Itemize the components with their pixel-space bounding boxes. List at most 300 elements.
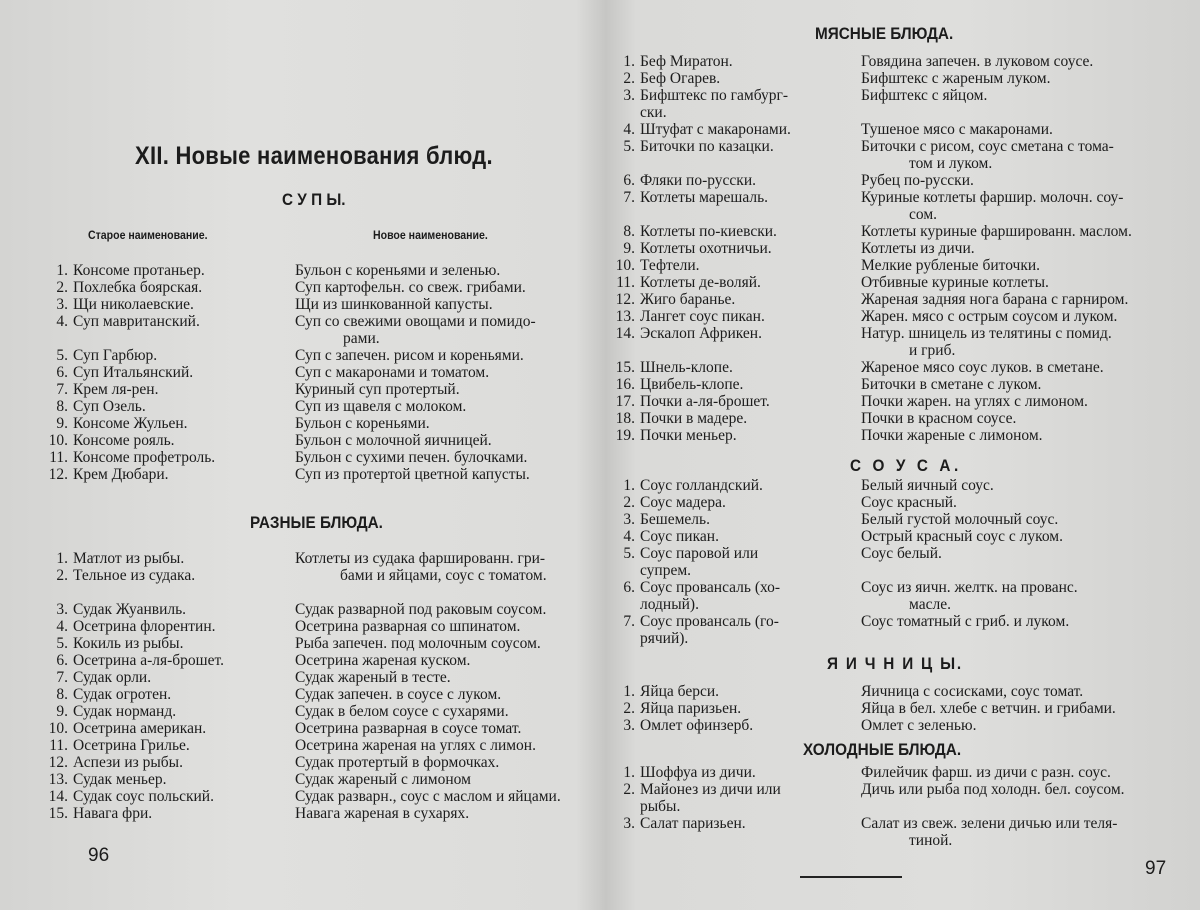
new-name bbox=[295, 703, 509, 720]
old-name-continuation: рячий). bbox=[640, 630, 689, 647]
old-name-continuation: лодный). bbox=[640, 596, 699, 613]
new-name bbox=[295, 415, 430, 432]
new-name-text: Суп с макаронами и томатом. bbox=[295, 364, 490, 381]
old-name-text: Соус паровой или bbox=[640, 545, 759, 562]
old-name-text: Судак меньер. bbox=[73, 771, 167, 788]
item-number: 12. bbox=[48, 466, 68, 483]
new-name-text: Суп из щавеля с молоком. bbox=[295, 398, 467, 415]
new-name bbox=[861, 189, 1123, 223]
new-name bbox=[861, 291, 1128, 308]
new-name bbox=[861, 579, 1078, 613]
old-name bbox=[615, 223, 777, 240]
old-name-text: Щи николаевские. bbox=[73, 296, 194, 313]
old-name-text: Суп Озель. bbox=[73, 398, 146, 415]
item-number: 14. bbox=[615, 325, 635, 342]
old-name-text: Лангет соус пикан. bbox=[640, 308, 765, 325]
old-name bbox=[615, 427, 737, 444]
old-name bbox=[48, 347, 157, 364]
old-name bbox=[48, 635, 183, 652]
new-name bbox=[295, 788, 561, 805]
item-number: 15. bbox=[615, 359, 635, 376]
old-name-text: Биточки по казацки. bbox=[640, 138, 774, 155]
old-name bbox=[615, 511, 710, 528]
new-name-text: Бифштекс с жареным луком. bbox=[861, 70, 1051, 87]
item-number: 9. bbox=[56, 415, 68, 432]
new-name-text: Почки жареные с лимоном. bbox=[861, 427, 1043, 444]
new-name-text: Белый яичный соус. bbox=[861, 477, 994, 494]
new-name-text: Натур. шницель из телятины с помид. bbox=[861, 325, 1112, 342]
item-number: 2. bbox=[623, 494, 635, 511]
new-name bbox=[861, 427, 1043, 444]
new-name-text: Белый густой молочный соус. bbox=[861, 511, 1059, 528]
new-name-text: Говядина запечен. в луковом соусе. bbox=[861, 53, 1094, 70]
new-name-text: Жарен. мясо с острым соусом и луком. bbox=[861, 308, 1118, 325]
item-number: 8. bbox=[56, 398, 68, 415]
item-number: 14. bbox=[48, 788, 68, 805]
old-name-text: Бешемель. bbox=[640, 511, 710, 528]
old-name bbox=[615, 579, 780, 613]
item-number: 5. bbox=[623, 138, 635, 155]
new-name-text: Навага жареная в сухарях. bbox=[295, 805, 470, 822]
new-name-text: Бульон с сухими печен. булочками. bbox=[295, 449, 528, 466]
old-name bbox=[615, 53, 733, 70]
old-name bbox=[48, 364, 193, 381]
new-name bbox=[340, 567, 547, 584]
old-name bbox=[615, 274, 761, 291]
item-number: 1. bbox=[56, 550, 68, 567]
old-name-text: Суп мавританский. bbox=[73, 313, 200, 330]
old-name-text: Судак норманд. bbox=[73, 703, 177, 720]
item-number: 3. bbox=[623, 511, 635, 528]
new-name-text: Соус красный. bbox=[861, 494, 957, 511]
new-name-text: Бульон с молочной яичницей. bbox=[295, 432, 492, 449]
item-number: 6. bbox=[623, 172, 635, 189]
old-name-text: Цвибель-клопе. bbox=[640, 376, 744, 393]
old-name-text: Осетрина а-ля-брошет. bbox=[73, 652, 224, 669]
section-title-soups: С У П Ы. bbox=[282, 190, 346, 209]
old-name-text: Штуфат с макаронами. bbox=[640, 121, 791, 138]
old-name bbox=[615, 359, 733, 376]
old-name bbox=[48, 737, 190, 754]
old-name bbox=[615, 291, 735, 308]
new-name-text: Судак протертый в формочках. bbox=[295, 754, 500, 771]
old-name-text: Яйца берси. bbox=[640, 683, 720, 700]
new-name-text: бами и яйцами, соус с томатом. bbox=[340, 567, 547, 584]
new-name bbox=[295, 296, 493, 313]
new-name-text: Куриные котлеты фаршир. молочн. соу- bbox=[861, 189, 1124, 206]
old-name-text: Котлеты охотничьи. bbox=[640, 240, 772, 257]
new-name-text: Яйца в бел. хлебе с ветчин. и грибами. bbox=[861, 700, 1116, 717]
new-name bbox=[295, 364, 489, 381]
new-name bbox=[861, 393, 1088, 410]
new-name bbox=[861, 138, 1114, 172]
old-name-text: Соус провансаль (хо- bbox=[640, 579, 781, 596]
new-name-text: Осетрина жареная на углях с лимон. bbox=[295, 737, 536, 754]
item-number: 16. bbox=[615, 376, 635, 393]
item-number: 3. bbox=[623, 815, 635, 832]
old-name-text: Крем Дюбари. bbox=[73, 466, 169, 483]
new-name bbox=[861, 410, 1016, 427]
column-header-old: Старое наименование. bbox=[88, 228, 208, 242]
new-name-text: Куриный суп протертый. bbox=[295, 381, 460, 398]
new-name bbox=[861, 308, 1117, 325]
item-number: 11. bbox=[616, 274, 635, 291]
old-name bbox=[615, 815, 746, 832]
old-name-text: Осетрина американ. bbox=[73, 720, 207, 737]
old-name bbox=[48, 466, 169, 483]
new-name-text: Котлеты из судака фаршированн. гри- bbox=[295, 550, 546, 567]
old-name-text: Судак огротен. bbox=[73, 686, 172, 703]
new-name-text: Рыба запечен. под молочным соусом. bbox=[295, 635, 541, 652]
new-name bbox=[295, 432, 492, 449]
old-name-text: Кокиль из рыбы. bbox=[73, 635, 184, 652]
item-number: 12. bbox=[48, 754, 68, 771]
new-name bbox=[861, 494, 957, 511]
new-name bbox=[295, 398, 466, 415]
item-number: 8. bbox=[56, 686, 68, 703]
new-name bbox=[861, 325, 1112, 359]
old-name bbox=[615, 325, 762, 342]
old-name bbox=[48, 415, 188, 432]
old-name bbox=[48, 262, 205, 279]
new-name bbox=[861, 764, 1111, 781]
item-number: 2. bbox=[623, 781, 635, 798]
item-number: 4. bbox=[623, 528, 635, 545]
item-number: 7. bbox=[623, 613, 635, 630]
item-number: 8. bbox=[623, 223, 635, 240]
item-number: 12. bbox=[615, 291, 635, 308]
new-name-text: Биточки в сметане с луком. bbox=[861, 376, 1042, 393]
item-number: 1. bbox=[623, 477, 635, 494]
new-name bbox=[295, 771, 471, 788]
old-name bbox=[615, 613, 779, 647]
new-name-text: Дичь или рыба под холодн. бел. соусом. bbox=[861, 781, 1125, 798]
new-name-text: Котлеты из дичи. bbox=[861, 240, 975, 257]
new-name-text: Осетрина жареная куском. bbox=[295, 652, 471, 669]
old-name-text: Крем ля-рен. bbox=[73, 381, 159, 398]
item-number: 1. bbox=[623, 53, 635, 70]
old-name bbox=[615, 700, 741, 717]
old-name bbox=[615, 240, 772, 257]
page-number-right: 97 bbox=[1145, 858, 1167, 879]
section-title-cold: ХОЛОДНЫЕ БЛЮДА. bbox=[803, 740, 962, 759]
new-name bbox=[861, 223, 1132, 240]
new-name-text: Щи из шинкованной капусты. bbox=[295, 296, 493, 313]
new-name-text: Соус томатный с гриб. и луком. bbox=[861, 613, 1070, 630]
new-name bbox=[861, 528, 1063, 545]
new-name bbox=[861, 121, 1053, 138]
item-number: 2. bbox=[56, 279, 68, 296]
old-name-text: Тельное из судака. bbox=[73, 567, 196, 584]
new-name bbox=[861, 781, 1125, 798]
old-name bbox=[615, 781, 781, 815]
old-name-text: Жиго баранье. bbox=[640, 291, 736, 308]
new-name bbox=[861, 613, 1069, 630]
new-name-text: Суп с запечен. рисом и кореньями. bbox=[295, 347, 524, 364]
new-name-text: Жареная задняя нога барана с гарниром. bbox=[861, 291, 1129, 308]
new-name-text: Тушеное мясо с макаронами. bbox=[861, 121, 1053, 138]
new-name-continuation: масле. bbox=[909, 596, 951, 613]
section-title-eggs: Я И Ч Н И Ц Ы. bbox=[827, 654, 963, 673]
new-name bbox=[861, 511, 1058, 528]
old-name bbox=[48, 771, 166, 788]
item-number: 7. bbox=[623, 189, 635, 206]
new-name-text: Судак жареный в тесте. bbox=[295, 669, 451, 686]
old-name-text: Бифштекс по гамбург- bbox=[640, 87, 789, 104]
footer-rule bbox=[800, 876, 902, 878]
old-name-text: Шнель-клопе. bbox=[640, 359, 733, 376]
new-name-text: Суп со свежими овощами и помидо- bbox=[295, 313, 536, 330]
old-name bbox=[48, 703, 176, 720]
old-name-text: Котлеты марешаль. bbox=[640, 189, 769, 206]
old-name-text: Аспези из рыбы. bbox=[73, 754, 183, 771]
new-name bbox=[295, 652, 470, 669]
new-name-text: Омлет с зеленью. bbox=[861, 717, 977, 734]
new-name-text: Отбивные куриные котлеты. bbox=[861, 274, 1049, 291]
old-name-text: Котлеты де-воляй. bbox=[640, 274, 761, 291]
old-name bbox=[615, 70, 720, 87]
old-name bbox=[48, 381, 158, 398]
old-name bbox=[615, 545, 758, 579]
old-name-text: Беф Миратон. bbox=[640, 53, 733, 70]
item-number: 4. bbox=[56, 618, 68, 635]
old-name bbox=[615, 121, 791, 138]
old-name-text: Яйца паризьен. bbox=[640, 700, 742, 717]
old-name-text: Матлот из рыбы. bbox=[73, 550, 185, 567]
old-name bbox=[48, 296, 194, 313]
new-name bbox=[295, 754, 499, 771]
new-name-text: Биточки с рисом, соус сметана с тома- bbox=[861, 138, 1114, 155]
item-number: 6. bbox=[623, 579, 635, 596]
column-header-new: Новое наименование. bbox=[373, 228, 488, 242]
item-number: 3. bbox=[623, 717, 635, 734]
new-name-text: Филейчик фарш. из дичи с разн. соус. bbox=[861, 764, 1111, 781]
item-number: 2. bbox=[623, 70, 635, 87]
new-name-text: Бульон с кореньями. bbox=[295, 415, 430, 432]
item-number: 10. bbox=[48, 432, 68, 449]
old-name-text: Похлебка боярская. bbox=[73, 279, 203, 296]
item-number: 9. bbox=[623, 240, 635, 257]
new-name-text: Мелкие рубленые биточки. bbox=[861, 257, 1041, 274]
new-name bbox=[295, 347, 524, 364]
new-name-continuation: рами. bbox=[343, 330, 380, 347]
new-name-text: Судак запечен. в соусе с луком. bbox=[295, 686, 502, 703]
new-name bbox=[295, 550, 545, 567]
new-name-text: Почки в красном соусе. bbox=[861, 410, 1017, 427]
old-name bbox=[615, 528, 719, 545]
item-number: 19. bbox=[615, 427, 635, 444]
old-name-text: Фляки по-русски. bbox=[640, 172, 757, 189]
new-name-text: Суп из протертой цветной капусты. bbox=[295, 466, 530, 483]
new-name bbox=[295, 262, 500, 279]
new-name-text: Почки жарен. на углях с лимоном. bbox=[861, 393, 1088, 410]
new-name-text: Осетрина разварная в соусе томат. bbox=[295, 720, 522, 737]
old-name bbox=[615, 172, 756, 189]
item-number: 4. bbox=[623, 121, 635, 138]
right-page bbox=[605, 0, 1200, 910]
item-number: 4. bbox=[56, 313, 68, 330]
item-number: 5. bbox=[56, 347, 68, 364]
new-name bbox=[861, 172, 974, 189]
old-name bbox=[48, 432, 175, 449]
new-name bbox=[295, 720, 521, 737]
item-number: 10. bbox=[615, 257, 635, 274]
item-number: 11. bbox=[49, 449, 68, 466]
old-name bbox=[48, 618, 216, 635]
new-name-text: Судак в белом соусе с сухарями. bbox=[295, 703, 509, 720]
new-name bbox=[861, 376, 1041, 393]
item-number: 13. bbox=[48, 771, 68, 788]
item-number: 3. bbox=[56, 296, 68, 313]
old-name-text: Майонез из дичи или bbox=[640, 781, 781, 798]
old-name bbox=[615, 308, 765, 325]
new-name-text: Жареное мясо соус луков. в сметане. bbox=[861, 359, 1104, 376]
item-number: 13. bbox=[615, 308, 635, 325]
old-name bbox=[48, 313, 200, 330]
old-name-text: Эскалоп Африкен. bbox=[640, 325, 762, 342]
old-name-text: Салат паризьен. bbox=[640, 815, 746, 832]
old-name-text: Консоме протаньер. bbox=[73, 262, 205, 279]
new-name-text: Соус из яичн. желтк. на прованс. bbox=[861, 579, 1078, 596]
section-title-sauces: С О У С А. bbox=[850, 456, 962, 475]
old-name bbox=[48, 805, 152, 822]
chapter-title: XII. Новые наименования блюд. bbox=[135, 142, 493, 170]
new-name bbox=[861, 274, 1049, 291]
new-name bbox=[295, 686, 501, 703]
new-name-continuation: том и луком. bbox=[909, 155, 993, 172]
new-name bbox=[295, 381, 460, 398]
new-name-text: Яичница с сосисками, соус томат. bbox=[861, 683, 1084, 700]
new-name bbox=[295, 618, 520, 635]
new-name-text: Соус белый. bbox=[861, 545, 942, 562]
new-name bbox=[861, 240, 975, 257]
old-name-text: Соус мадера. bbox=[640, 494, 726, 511]
old-name-text: Почки меньер. bbox=[640, 427, 737, 444]
item-number: 2. bbox=[623, 700, 635, 717]
new-name-continuation: сом. bbox=[909, 206, 938, 223]
old-name-text: Шоффуа из дичи. bbox=[640, 764, 756, 781]
item-number: 7. bbox=[56, 669, 68, 686]
old-name-text: Навага фри. bbox=[73, 805, 153, 822]
new-name-continuation: тиной. bbox=[909, 832, 953, 849]
old-name-text: Судак Жуанвиль. bbox=[73, 601, 187, 618]
new-name bbox=[295, 279, 526, 296]
old-name bbox=[48, 567, 195, 584]
old-name-text: Омлет офинзерб. bbox=[640, 717, 754, 734]
item-number: 1. bbox=[623, 683, 635, 700]
old-name-continuation: супрем. bbox=[640, 562, 692, 579]
new-name-text: Рубец по-русски. bbox=[861, 172, 974, 189]
old-name bbox=[615, 477, 763, 494]
old-name bbox=[48, 601, 186, 618]
old-name-text: Суп Итальянский. bbox=[73, 364, 194, 381]
new-name-continuation: и гриб. bbox=[909, 342, 956, 359]
old-name-text: Тефтели. bbox=[640, 257, 700, 274]
old-name-text: Осетрина флорентин. bbox=[73, 618, 216, 635]
new-name-text: Осетрина разварная со шпинатом. bbox=[295, 618, 521, 635]
item-number: 1. bbox=[623, 764, 635, 781]
old-name-text: Консоме Жульен. bbox=[73, 415, 188, 432]
old-name-text: Консоме рояль. bbox=[73, 432, 175, 449]
old-name bbox=[615, 189, 768, 206]
new-name bbox=[861, 257, 1040, 274]
item-number: 3. bbox=[56, 601, 68, 618]
old-name bbox=[615, 683, 719, 700]
item-number: 6. bbox=[56, 652, 68, 669]
new-name bbox=[295, 601, 546, 618]
old-name-text: Соус провансаль (го- bbox=[640, 613, 779, 630]
item-number: 9. bbox=[56, 703, 68, 720]
item-number: 1. bbox=[56, 262, 68, 279]
new-name bbox=[295, 466, 530, 483]
new-name-text: Судак разварной под раковым соусом. bbox=[295, 601, 547, 618]
old-name bbox=[615, 257, 700, 274]
new-name bbox=[295, 449, 527, 466]
item-number: 6. bbox=[56, 364, 68, 381]
item-number: 10. bbox=[48, 720, 68, 737]
old-name bbox=[615, 393, 770, 410]
old-name bbox=[48, 788, 214, 805]
old-name-text: Судак соус польский. bbox=[73, 788, 214, 805]
old-name bbox=[48, 652, 224, 669]
old-name bbox=[615, 764, 756, 781]
old-name bbox=[48, 669, 151, 686]
item-number: 15. bbox=[48, 805, 68, 822]
old-name bbox=[615, 717, 753, 734]
new-name-text: Бульон с кореньями и зеленью. bbox=[295, 262, 501, 279]
item-number: 5. bbox=[623, 545, 635, 562]
old-name bbox=[615, 376, 743, 393]
new-name-text: Салат из свеж. зелени дичью или теля- bbox=[861, 815, 1118, 832]
new-name-text: Суп картофельн. со свеж. грибами. bbox=[295, 279, 526, 296]
item-number: 2. bbox=[56, 567, 68, 584]
new-name bbox=[861, 700, 1116, 717]
old-name-continuation: рыбы. bbox=[640, 798, 681, 815]
new-name bbox=[861, 70, 1050, 87]
old-name-text: Судак орли. bbox=[73, 669, 152, 686]
old-name bbox=[48, 720, 206, 737]
old-name bbox=[615, 410, 747, 427]
old-name-text: Осетрина Грилье. bbox=[73, 737, 190, 754]
old-name-text: Котлеты по-киевски. bbox=[640, 223, 777, 240]
item-number: 17. bbox=[615, 393, 635, 410]
old-name-text: Беф Огарев. bbox=[640, 70, 721, 87]
section-title-misc: РАЗНЫЕ БЛЮДА. bbox=[250, 513, 383, 532]
new-name bbox=[861, 359, 1104, 376]
new-name bbox=[861, 815, 1117, 849]
old-name bbox=[48, 754, 183, 771]
new-name bbox=[861, 683, 1083, 700]
new-name bbox=[861, 717, 976, 734]
old-name-text: Почки а-ля-брошет. bbox=[640, 393, 770, 410]
old-name-text: Соус голландский. bbox=[640, 477, 763, 494]
old-name bbox=[48, 550, 184, 567]
new-name bbox=[861, 545, 942, 562]
new-name-text: Котлеты куриные фаршированн. маслом. bbox=[861, 223, 1132, 240]
old-name bbox=[48, 398, 146, 415]
new-name bbox=[861, 53, 1093, 70]
old-name-text: Консоме профетроль. bbox=[73, 449, 216, 466]
new-name-text: Бифштекс с яйцом. bbox=[861, 87, 988, 104]
old-name bbox=[615, 87, 788, 121]
new-name-text: Судак разварн., соус с маслом и яйцами. bbox=[295, 788, 561, 805]
new-name bbox=[295, 737, 536, 754]
new-name bbox=[861, 477, 994, 494]
item-number: 5. bbox=[56, 635, 68, 652]
page-number-left: 96 bbox=[88, 845, 110, 866]
old-name bbox=[48, 449, 215, 466]
old-name-continuation: ски. bbox=[640, 104, 667, 121]
